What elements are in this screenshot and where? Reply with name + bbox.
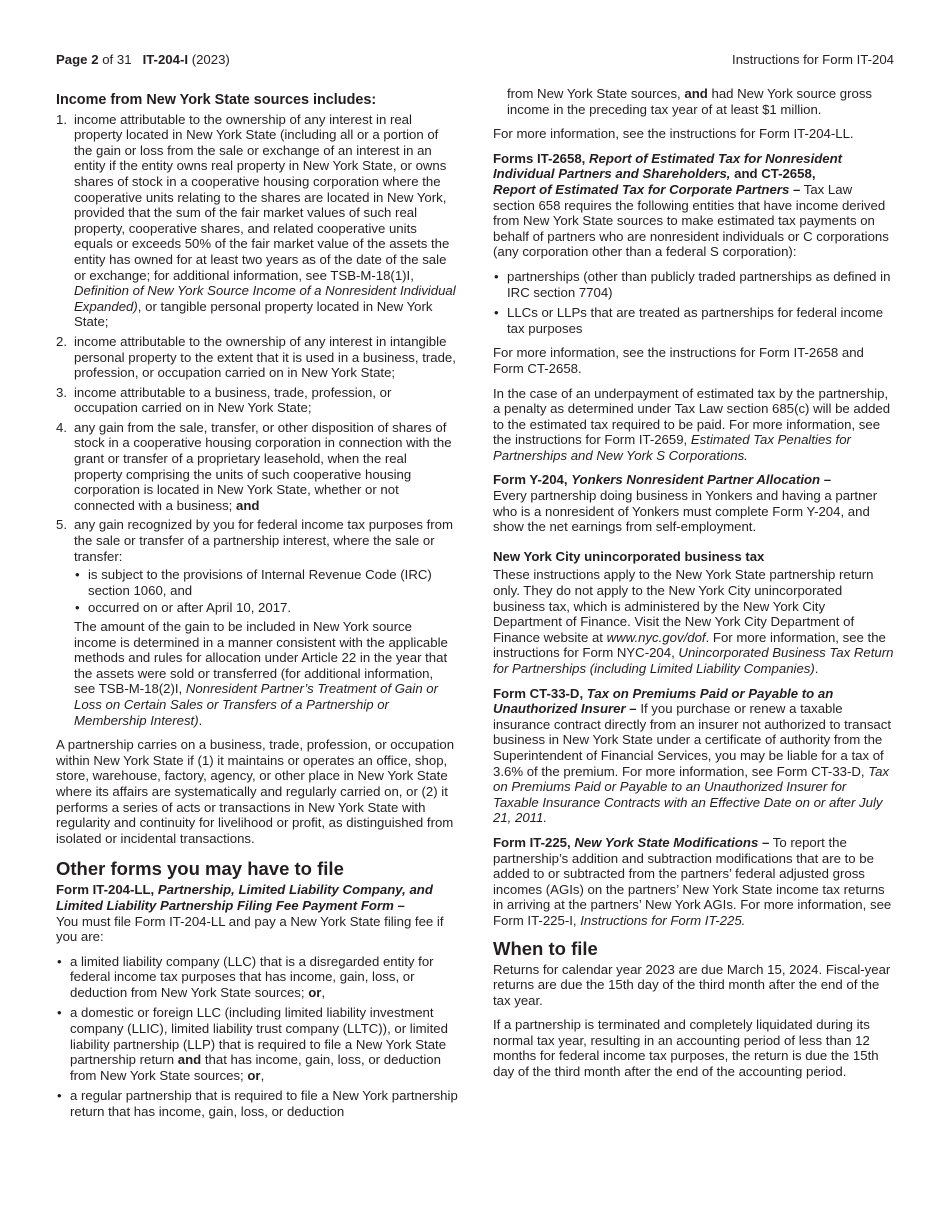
form-label: Form CT-33-D, xyxy=(493,685,584,701)
item-number: 2. xyxy=(56,333,67,349)
item-text-end: , or tangible personal property located in New York State; xyxy=(74,298,433,330)
sub-bullet-list xyxy=(74,567,458,616)
note-text: The amount of the gain to be included in New York source income is determined in a manner consistent with the applicable methods and rules for allocation under Article 22 in the year that the assets were sold or transferred (for additional information, see TSB-M-18(2)I, xyxy=(74,619,448,697)
bullet-icon: • xyxy=(57,1088,62,1104)
form-reference: Instructions for Form IT-225. xyxy=(580,912,746,928)
list-item xyxy=(493,269,895,300)
bullet-text-cont: that has income, gain, loss, or deduction from New York State sources; xyxy=(70,1052,441,1083)
y204-paragraph xyxy=(493,472,895,534)
form-label: Form Y-204, xyxy=(493,472,568,488)
sub-bullet xyxy=(74,600,458,616)
note-end: . xyxy=(198,712,203,728)
bullet-text: a regular partnership that is required to file a New York partnership return that has income, gain, loss, or deduction xyxy=(70,1088,458,1120)
bullet-icon: • xyxy=(57,1005,62,1021)
sub-bullet-text: occurred on or after April 10, 2017. xyxy=(88,600,292,616)
bullet-icon: • xyxy=(75,600,80,616)
left-column xyxy=(56,86,458,1129)
item-note xyxy=(74,619,458,728)
form-body: Tax Law section 658 requires the following entities that have income derived from New York State sources to make estimated tax payments on behalf of partners who are nonresident individuals or C corporations (any corporation other than a federal S corporation): xyxy=(493,181,889,260)
business-paragraph: A partnership carries on a business, trade, profession, or occupation within New York State if (1) it maintains or operates an office, shop, store, warehouse, factory, agency, or other place in New York State where its affairs are systematically and regularly carried on, or (2) it performs a series of acts or transactions in New York State with regularity and continuity for livelihood or profit, as distinguished from isolated or incidental transactions. xyxy=(56,737,455,846)
form-title: Partnership, Limited Liability Company, and Limited Liability Partnership Filing Fee Payment Form xyxy=(56,882,433,913)
bullet-continuation xyxy=(493,86,895,117)
bullet-end: , xyxy=(260,1067,265,1083)
sub-bullet-text: is subject to the provisions of Internal Revenue Code (IRC) section 1060, and xyxy=(88,567,432,598)
list-item xyxy=(56,334,458,381)
nyc-text-cont: . For more information, see the instructions for Form NYC-204, xyxy=(493,629,886,661)
bullet-text: partnerships (other than publicly traded partnerships as defined in IRC section 7704) xyxy=(507,268,891,300)
list-item xyxy=(493,305,895,336)
item-text: any gain recognized by you for federal income tax purposes from the sale or transfer of a partnership interest, where the sale or transfer: xyxy=(74,517,453,564)
it204ll-bullets xyxy=(56,954,458,1120)
form-reference: Tax on Premiums Paid or Payable to an Unauthorized Insurer for Taxable Insurance Contracts with an Effective Date on or after July 21, 2011. xyxy=(493,763,890,826)
bullet-icon: • xyxy=(57,953,62,969)
continuation-text: from New York State sources, xyxy=(507,86,685,101)
item-conjunction: and xyxy=(236,497,260,513)
form-title: New York State Modifications xyxy=(574,834,759,850)
list-item xyxy=(56,385,458,416)
dash: – xyxy=(761,834,770,850)
form-code: IT-204-I xyxy=(142,52,189,67)
nyc-paragraph xyxy=(493,567,895,676)
it2658-paragraph xyxy=(493,151,895,260)
form-body: Every partnership doing business in Yonkers and having a partner who is a nonresident of Yonkers must complete Form Y-204, and show the net earnings from self-employment. xyxy=(493,488,878,535)
form-title-2: Report of Estimated Tax for Corporate Partners xyxy=(493,181,790,197)
nyc-website: www.nyc.gov/dof xyxy=(606,629,706,645)
dash: – xyxy=(792,181,801,197)
item-number: 4. xyxy=(56,419,67,435)
item-number: 5. xyxy=(56,517,67,533)
list-item xyxy=(56,112,458,330)
it204ll-more-info: For more information, see the instructions for Form IT-204-LL. xyxy=(493,126,854,142)
item-reference: Definition of New York Source Income of a Nonresident Individual Expanded) xyxy=(74,283,456,314)
item-text: income attributable to the ownership of any interest in intangible personal property to the extent that it is used in a business, trade, profession, or occupation carried on in New York State; xyxy=(74,333,456,381)
it2658-bullets xyxy=(493,269,895,336)
item-text: any gain from the sale, transfer, or other disposition of shares of stock in a cooperative housing corporation in connection with the grant or transfer of a proprietary leasehold, when the real property comprising the units of such cooperative housing corporation is located in New York State, whether or not connected with a business; xyxy=(74,419,452,513)
it225-paragraph xyxy=(493,835,895,929)
form-body: If you purchase or renew a taxable insurance contract directly from an insurer not authorized to transact business in New York State under a certificate of authority from the Superintendent of Financial Services, you may be liable for a tax of 3.6% of the premium. For more information, see Form CT-33-D, xyxy=(493,701,892,779)
income-list xyxy=(56,112,458,729)
bullet-text: a limited liability company (LLC) that is a disregarded entity for federal income tax purposes that has income, gain, loss, or deduction from New York State sources; xyxy=(70,953,434,1000)
sub-bullet xyxy=(74,567,458,598)
income-heading: Income from New York State sources includes: xyxy=(56,92,377,108)
continuation-conjunction: and xyxy=(684,86,708,101)
bullet-icon: • xyxy=(494,268,499,284)
bullet-text: a domestic or foreign LLC (including limited liability investment company (LLIC), limited liability trust company (LLTC)), or limited liability partnership (LLP) that is required to file a New York State partnership return xyxy=(70,1005,448,1068)
list-item xyxy=(56,954,458,1001)
bullet-conjunction: or xyxy=(308,984,322,1000)
list-item xyxy=(56,1005,458,1083)
ct33d-paragraph xyxy=(493,686,895,826)
underpayment-text: In the case of an underpayment of estimated tax by the partnership, a penalty as determined under Tax Law section 685(c) will be added to the estimated tax required to be paid. For more information, see the instructions for Form IT-2659, xyxy=(493,385,891,448)
it2658-more-info: For more information, see the instructions for Form IT-2658 and Form CT-2658. xyxy=(493,345,864,376)
item-text: income attributable to the ownership of any interest in real property located in New York State (including all or a portion of the gain or loss from the sale or exchange of an interest in an entity if the entity owns real property in New York State, or owns shares of stock in a cooperative housing corporation where the cooperative units relating to the shares are located in New York, provided that the sum of the fair market values of such real property, cooperative shares, and related cooperative units equals or exceeds 50% of the fair market value of the assets the entity has owned for at least two years as of the date of the sale or exchange; for additional information, see TSB-M-18(1)I, xyxy=(74,111,450,283)
continuation-end: had New York source gross income in the preceding tax year of at least $1 million. xyxy=(507,86,873,117)
underpayment-reference: Estimated Tax Penalties for Partnerships and New York S Corporations. xyxy=(493,432,851,463)
other-forms-heading: Other forms you may have to file xyxy=(56,858,344,880)
form-label: Form IT-225, xyxy=(493,834,571,850)
form-body: You must file Form IT-204-LL and pay a New York State filing fee if you are: xyxy=(56,913,444,945)
document-title: Instructions for Form IT-204 xyxy=(732,52,894,67)
list-item xyxy=(56,517,458,728)
bullet-end: , xyxy=(321,984,326,1000)
bullet-conjunction: and xyxy=(177,1052,202,1068)
note-reference: Nonresident Partner’s Treatment of Gain or Loss on Certain Sales or Transfers of a Partnership or Membership Interest) xyxy=(74,681,439,728)
dash: – xyxy=(397,897,405,913)
form-label: Form IT-204-LL, xyxy=(56,882,155,898)
nyc-end: . xyxy=(814,661,819,676)
form-body: To report the partnership’s addition and subtraction modifications that are to be added to or subtracted from the partners’ federal adjusted gross incomes (AGIs) on the partners’ New York State income tax returns in arriving at the partners’ New York AGIs. For more information, see Form IT-225-I, xyxy=(493,834,892,928)
page-header xyxy=(56,52,894,70)
form-label: Forms IT-2658, xyxy=(493,150,586,166)
list-item xyxy=(56,420,458,514)
form-title: Yonkers Nonresident Partner Allocation xyxy=(571,472,821,488)
underpayment-paragraph xyxy=(493,386,895,464)
item-number: 1. xyxy=(56,111,67,127)
item-number: 3. xyxy=(56,384,67,400)
bullet-conjunction: or xyxy=(247,1067,261,1083)
form-title: Tax on Premiums Paid or Payable to an Unauthorized Insurer xyxy=(493,685,834,717)
nyc-heading: New York City unincorporated business tax xyxy=(493,548,765,564)
nyc-reference: Unincorporated Business Tax Return for Partnerships (including Limited Liability Companies) xyxy=(493,645,894,676)
form-label-2: and CT-2658, xyxy=(734,166,816,182)
form-title: Report of Estimated Tax for Nonresident Individual Partners and Shareholders, xyxy=(493,150,843,182)
right-column xyxy=(493,86,895,1089)
page-label: Page xyxy=(56,52,88,67)
page-number: 2 xyxy=(91,52,99,67)
it204ll-paragraph xyxy=(56,882,458,944)
nyc-text: These instructions apply to the New York State partnership return only. They do not apply to the New York City unincorporated business tax, which is administered by the New York City Department of Finance. Visit the New York City Department of Finance website at xyxy=(493,567,874,645)
item-text: income attributable to a business, trade, profession, or occupation carried on in New York State; xyxy=(74,384,392,416)
bullet-text: LLCs or LLPs that are treated as partnerships for federal income tax purposes xyxy=(507,305,884,336)
dash: – xyxy=(823,472,832,488)
page-total: of 31 xyxy=(102,52,132,67)
page-info xyxy=(56,52,230,68)
dash: – xyxy=(629,701,637,717)
when-to-file-heading: When to file xyxy=(493,937,598,959)
bullet-icon: • xyxy=(494,305,499,321)
bullet-icon: • xyxy=(75,567,80,583)
form-year: (2023) xyxy=(191,52,230,67)
when-paragraph-1: Returns for calendar year 2023 are due March 15, 2024. Fiscal-year returns are due the 15th day of the third month after the end of the tax year. xyxy=(493,961,891,1008)
list-item xyxy=(56,1088,458,1119)
when-paragraph-2: If a partnership is terminated and completely liquidated during its normal tax year, resulting in an accounting period of less than 12 months for federal income tax purposes, the return is due the 15th day of the third month after the end of the accounting period. xyxy=(493,1017,879,1080)
